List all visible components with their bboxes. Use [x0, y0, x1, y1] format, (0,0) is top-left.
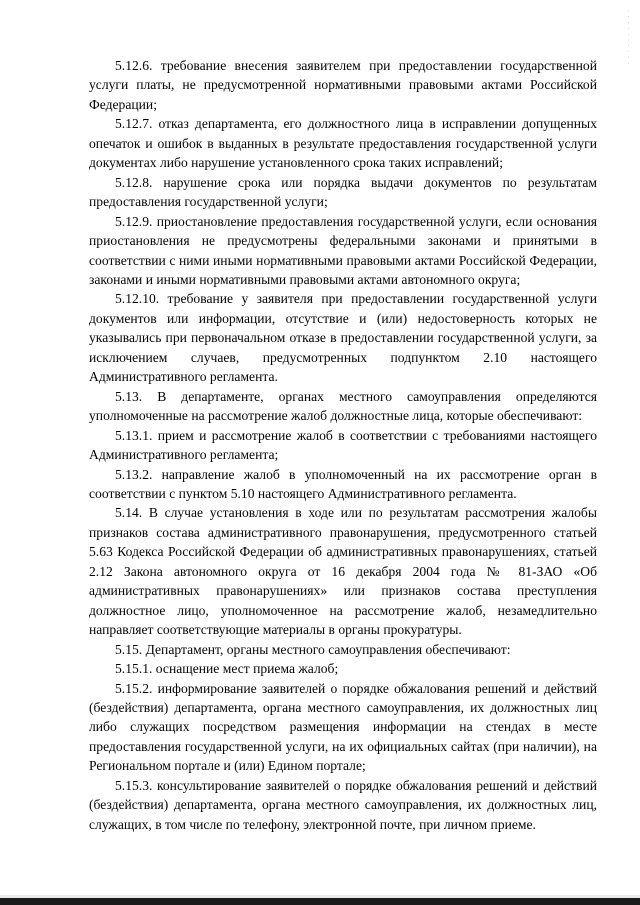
- paragraph-5-12-8: 5.12.8. нарушение срока или порядка выдачи документов по результатам предоставления государственной услуги;: [89, 174, 597, 210]
- paragraph-5-13-1: 5.13.1. прием и рассмотрение жалоб в соответствии с требованиями настоящего Административного регламента;: [89, 427, 597, 463]
- paragraph-5-12-6: 5.12.6. требование внесения заявителем при предоставлении государственной услуги платы, не предусмотренной нормативными правовыми актами Российской Федерации;: [89, 58, 597, 112]
- paragraph-5-13: 5.13. В департаменте, органах местного самоуправления определяются уполномоченные на рассмотрение жалоб должностные лица, которые обеспечивают:: [89, 388, 597, 424]
- scan-bottom-edge: [0, 898, 640, 905]
- paragraph-5-14: 5.14. В случае установления в ходе или по результатам рассмотрения жалобы признаков состава административного правонарушения, предусмотренного статьей 5.63 Кодекса Российской Федерации об административных правонарушениях, статьей 2.12 Закона автономного округа от 16 декабря 2004 года № 81-ЗАО «Об административных правонарушениях» или признаков состава преступления должностное лицо, уполномоченное на рассмотрение жалоб, незамедлительно направляет соответствующие материалы в органы прокуратуры.: [89, 505, 597, 638]
- document-page: [89, 56, 597, 834]
- paragraph-5-15: 5.15. Департамент, органы местного самоуправления обеспечивают:: [115, 641, 511, 657]
- paragraph-5-13-2: 5.13.2. направление жалоб в уполномоченный на их рассмотрение орган в соответствии с пунктом 5.10 настоящего Административного регламента.: [89, 466, 597, 501]
- paragraph-5-15-1: 5.15.1. оснащение мест приема жалоб;: [115, 661, 339, 677]
- paragraph-5-12-9: 5.12.9. приостановление предоставления государственной услуги, если основания приостановления не предусмотрены федеральными законами и принятыми в соответствии с ними иными нормативными правовыми актами Российской Федерации, законами и иными нормативными правовыми актами автономного округа;: [89, 213, 597, 287]
- paragraph-5-15-2: 5.15.2. информирование заявителей о порядке обжалования решений и действий (бездействия) департамента, органа местного самоуправления, их должностных лиц либо служащих посредством размещения информации на стендах в месте предоставления государственной услуги, на их официальных сайтах (при наличии), на Региональном портале и (или) Едином портале;: [89, 680, 597, 774]
- paragraph-5-12-7: 5.12.7. отказ департамента, его должностного лица в исправлении допущенных опечаток и ошибок в выданных в результате предоставления государственной услуги документах либо нарушение установленного срока таких исправлений;: [89, 116, 597, 171]
- paragraph-5-12-10: 5.12.10. требование у заявителя при предоставлении государственной услуги документов или информации, отсутствие и (или) недостоверность которых не указывались при первоначальном отказе в предоставлении государственной услуги, за исключением случаев, предусмотренных подпунктом 2.10 настоящего Административного регламента.: [89, 291, 597, 385]
- paragraph-5-15-3: 5.15.3. консультирование заявителей о порядке обжалования решений и действий (бездействия) департамента, органа местного самоуправления, их должностных лиц, служащих, в том числе по телефону, электронной почте, при личном приеме.: [89, 777, 597, 832]
- scan-noise-margin: · · · · · · · · · ·: [624, 10, 631, 66]
